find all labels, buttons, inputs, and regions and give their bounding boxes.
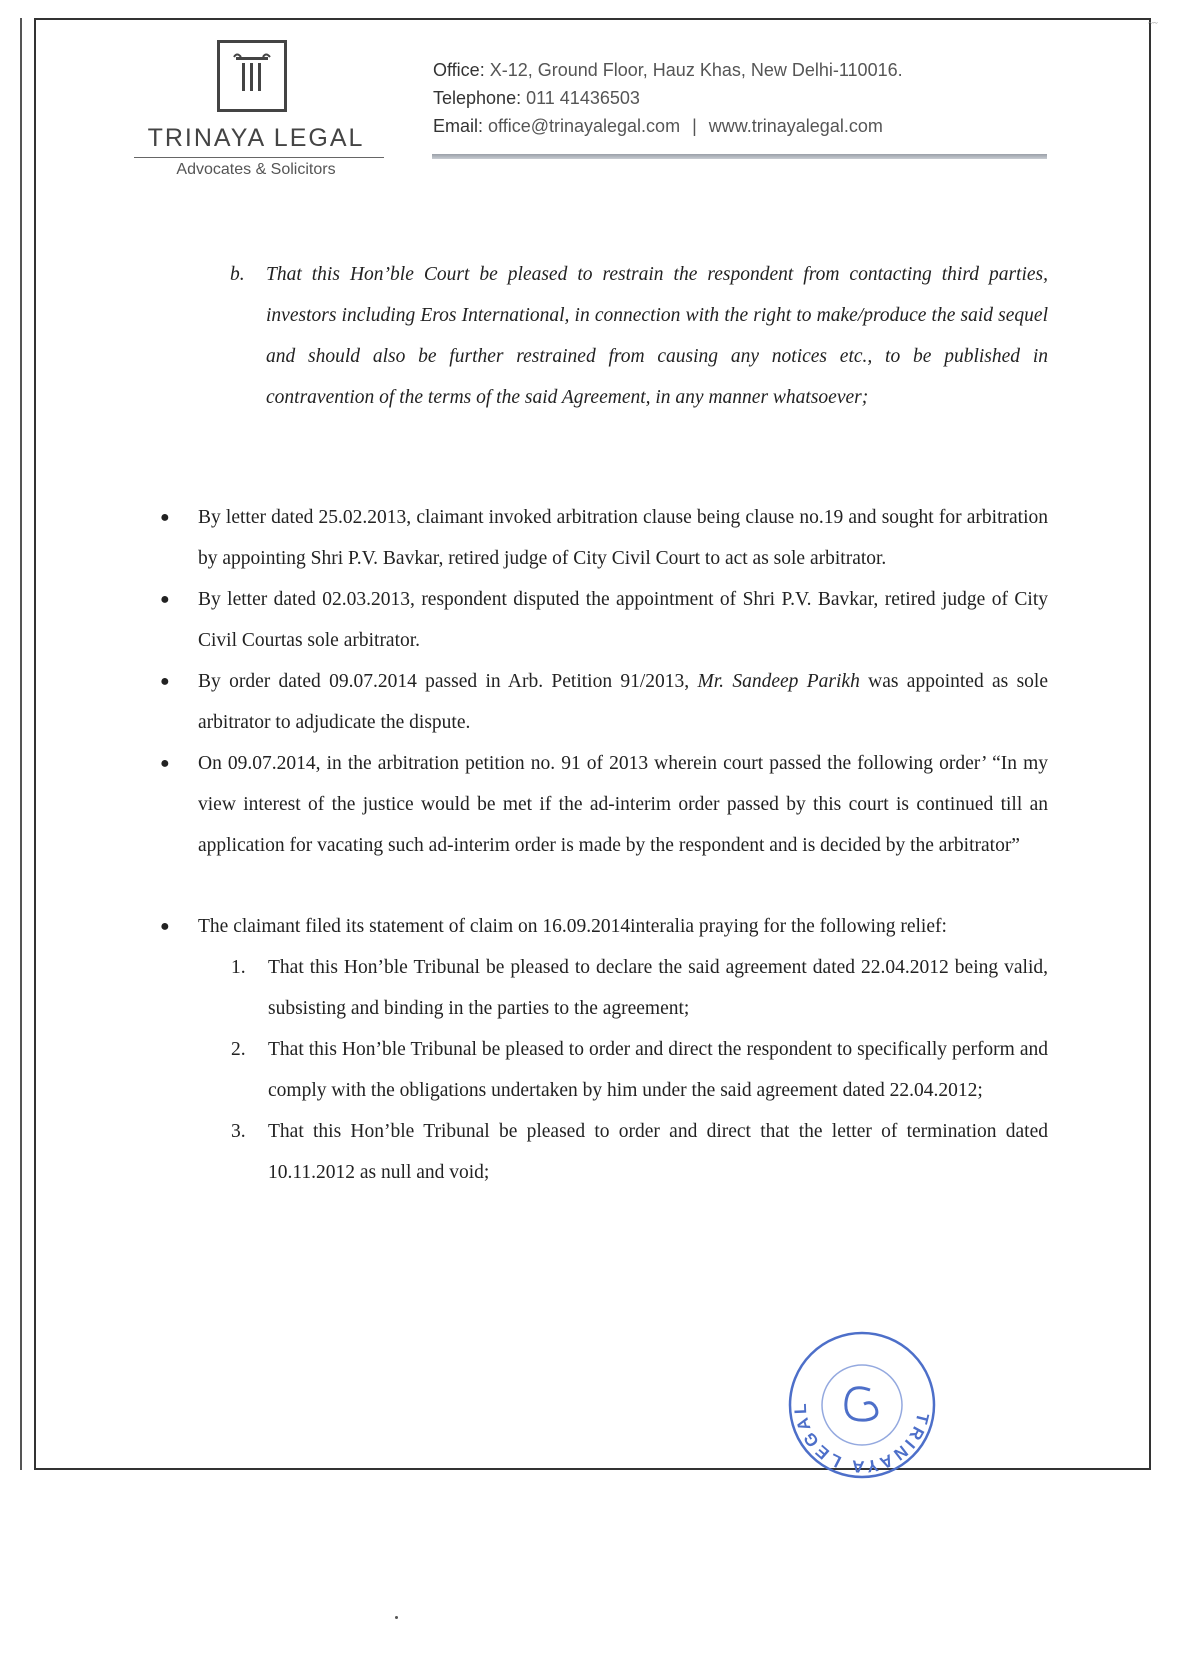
- telephone-label: Telephone:: [433, 88, 522, 108]
- relief-number: 3.: [231, 1121, 246, 1142]
- list-item: [158, 661, 1048, 743]
- office-address: X-12, Ground Floor, Hauz Khas, New Delhi-110016.: [489, 60, 903, 80]
- prayer-item-b: [230, 254, 1048, 418]
- list-item: [158, 579, 1048, 661]
- telephone-number: 011 41436503: [526, 88, 640, 108]
- relief-text: That this Hon’ble Tribunal be pleased to order and direct the respondent to specifically perform and comply with the obligations undertaken by him under the said agreement dated 22.04.2012;: [268, 1039, 1048, 1101]
- item-text: That this Hon’ble Court be pleased to restrain the respondent from contacting third parties, investors including Eros International, in connection with the right to make/produce the said sequel and should also be further restrained from causing any notices etc., to be published in contravention of the terms of the said Agreement, in any manner whatsoever;: [266, 264, 1048, 408]
- office-line: [433, 56, 903, 84]
- relief-text: That this Hon’ble Tribunal be pleased to order and direct that the letter of termination dated 10.11.2012 as null and void;: [268, 1121, 1048, 1183]
- relief-item: [231, 1029, 1048, 1111]
- list-item-text: By order dated 09.07.2014 passed in Arb. Petition 91/2013,: [198, 671, 698, 692]
- list-item: [158, 743, 1048, 866]
- website-link[interactable]: www.trinayalegal.com: [708, 116, 883, 136]
- list-item-text: The claimant filed its statement of claim on 16.09.2014interalia praying for the following relief:: [198, 916, 947, 937]
- page-edge-line: [20, 18, 22, 1470]
- relief-list: [231, 947, 1048, 1193]
- list-item-text: By letter dated 02.03.2013, respondent disputed the appointment of Shri P.V. Bavkar, retired judge of City Civil Courtas sole arbitrator.: [198, 589, 1048, 651]
- firm-tagline: Advocates & Solicitors: [176, 161, 336, 178]
- facts-list: [158, 497, 1048, 1193]
- relief-item: [231, 947, 1048, 1029]
- firm-seal-icon: [786, 1330, 938, 1480]
- firm-name: TRINAYA LEGAL: [147, 124, 365, 152]
- relief-number: 1.: [231, 957, 246, 978]
- bullet-icon: ●: [160, 673, 170, 690]
- bullet-icon: ●: [160, 591, 170, 608]
- arbitrator-name: Mr. Sandeep Parikh: [697, 671, 860, 692]
- list-item: [158, 906, 1048, 947]
- contact-block: [433, 56, 903, 140]
- email-line: [433, 112, 903, 140]
- letterhead-rule: [432, 154, 1047, 159]
- list-item-text: By letter dated 25.02.2013, claimant invoked arbitration clause being clause no.19 and sought for arbitration by appointing Shri P.V. Bavkar, retired judge of City Civil Court to act as sole arbitrator.: [198, 507, 1048, 569]
- bullet-icon: ●: [160, 755, 170, 772]
- svg-text:TRINAYA LEGAL + PA: TRINAYA LEGAL: [790, 1400, 933, 1477]
- bullet-icon: ●: [160, 509, 170, 526]
- scan-speck: [395, 1616, 398, 1619]
- list-item-text: On 09.07.2014, in the arbitration petition no. 91 of 2013 wherein court passed the following order’ “In my view interest of the justice would be met if the ad-interim order passed by this court is continued till an application for vacating such ad-interim order is made by the respondent and is decided by the arbitrator”: [198, 753, 1048, 856]
- relief-text: That this Hon’ble Tribunal be pleased to declare the said agreement dated 22.04.2012 being valid, subsisting and binding in the parties to the agreement;: [268, 957, 1048, 1019]
- list-item: [158, 497, 1048, 579]
- list-item-text-cont: was appointed as sole arbitrator to adjudicate the dispute.: [198, 671, 1048, 733]
- bullet-icon: ●: [160, 918, 170, 935]
- relief-item: [231, 1111, 1048, 1193]
- office-label: Office:: [433, 60, 485, 80]
- item-marker: b.: [230, 264, 245, 285]
- relief-number: 2.: [231, 1039, 246, 1060]
- telephone-line: [433, 84, 903, 112]
- email-label: Email:: [433, 116, 484, 136]
- contact-separator: |: [692, 116, 697, 136]
- email-address[interactable]: office@trinayalegal.com: [488, 116, 681, 136]
- scan-corner-mark: ~~: [1148, 18, 1158, 28]
- firm-name-divider: [134, 157, 384, 158]
- pillar-logo-icon: [217, 40, 287, 112]
